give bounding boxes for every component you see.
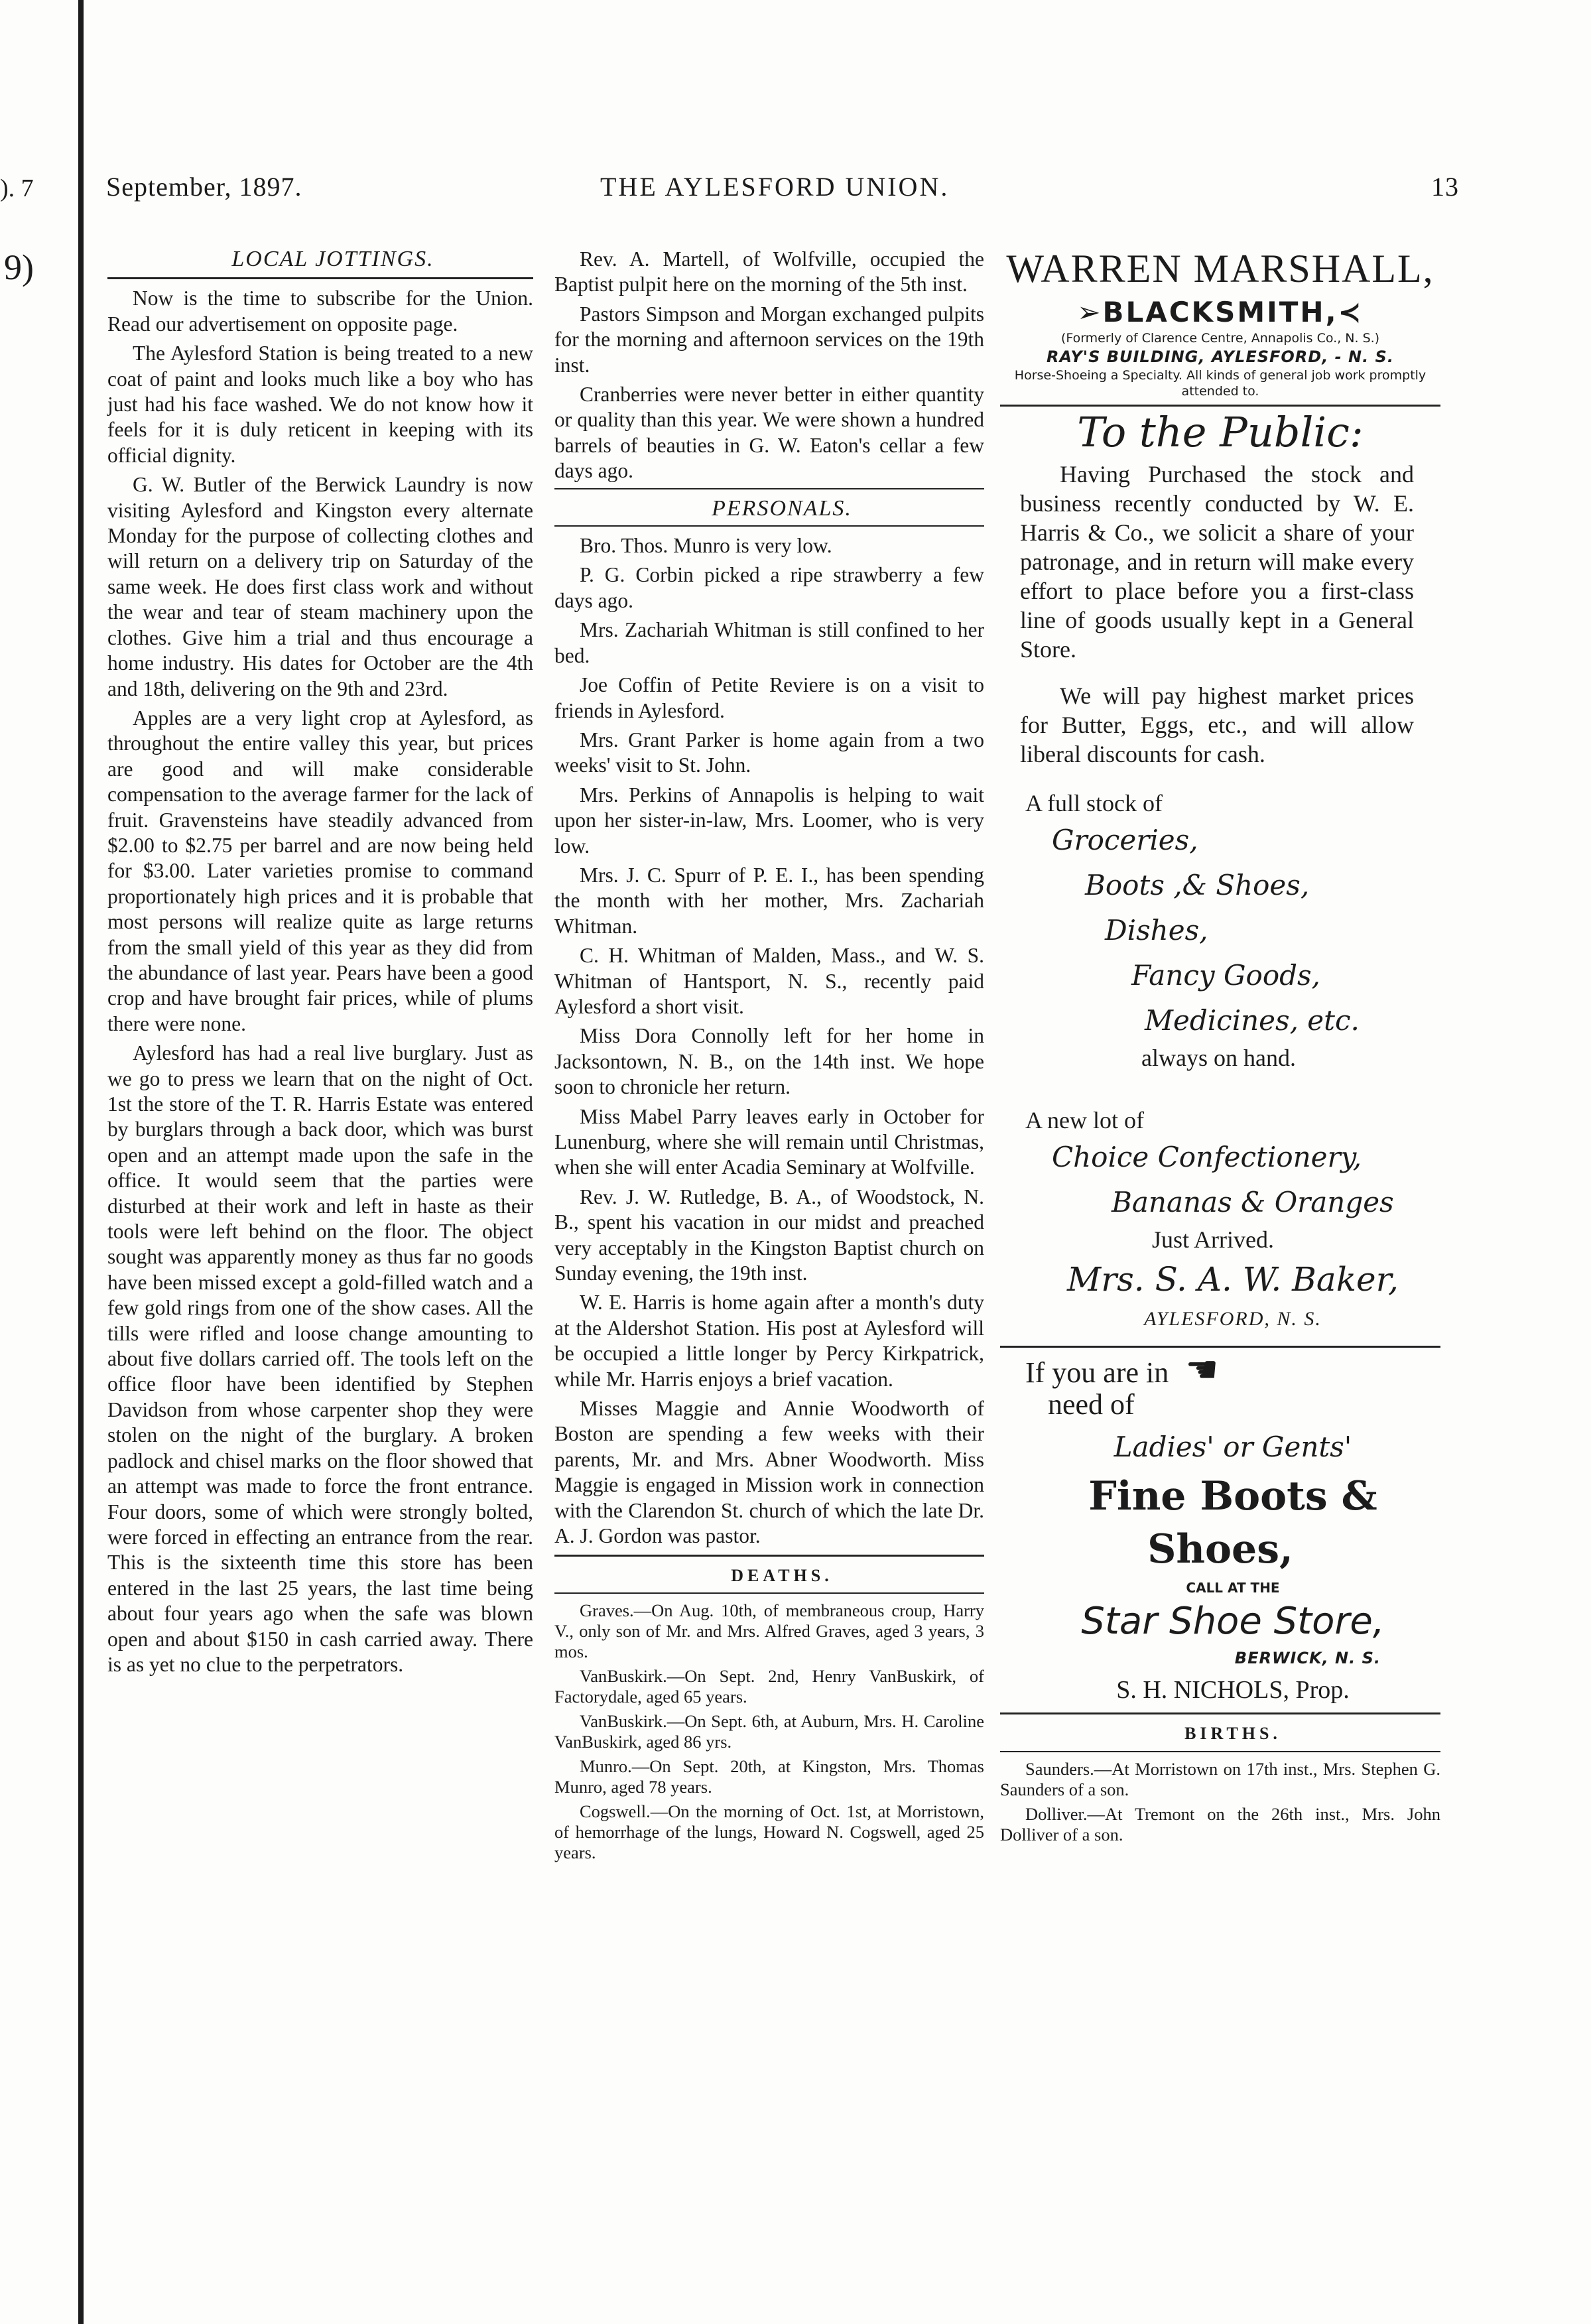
header-page-number: 13 <box>1431 172 1459 202</box>
ad-newlot-intro: A new lot of <box>1025 1107 1144 1134</box>
ad-blacksmith-trade: ➢BLACKSMITH,≺ <box>1077 296 1364 328</box>
personal-item: Bro. Thos. Munro is very low. <box>580 534 832 558</box>
ad-shoe-call: CALL AT THE <box>1186 1580 1280 1596</box>
ad-blacksmith <box>1000 247 1440 399</box>
section-title-local-jottings: LOCAL JOTTINGS. <box>231 247 434 271</box>
ad-stock-close: always on hand. <box>1141 1045 1296 1072</box>
birth-notice: Dolliver.—At Tremont on the 26th inst., Mrs. John Dolliver of a son. <box>1000 1803 1440 1844</box>
ad-shoe-prop: S. H. NICHOLS, Prop. <box>1116 1676 1350 1705</box>
ad-stock-intro: A full stock of <box>1025 790 1163 817</box>
death-notice: VanBuskirk.—On Sept. 6th, at Auburn, Mrs. H. Caroline VanBuskirk, aged 86 yrs. <box>554 1711 984 1752</box>
personal-item: W. E. Harris is home again after a month's duty at the Aldershot Station. His post at Aylesford will be occupied a little longer by Percy Kirkpatrick, while Mr. Harris enjoys a brief vacation. <box>554 1291 984 1391</box>
ad-newlot-close: Just Arrived. <box>1152 1226 1274 1254</box>
death-notice: Cogswell.—On the morning of Oct. 1st, at Morristown, of hemorrhage of the lungs, Howard N. Cogswell, aged 25 years. <box>554 1801 984 1862</box>
article-laundry: G. W. Butler of the Berwick Laundry is now visiting Aylesford and Kingston every alternate Monday for the purpose of collecting clothes and will return on a delivery trip on Saturday of the same week. He does first class work and without the wear and tear of steam machinery upon the clothes. Give him a trial and thus encourage a home industry. His dates for October are the 4th and 18th, delivering on the 9th and 23rd. <box>107 473 533 700</box>
ad-newlot-item: Bananas & Oranges <box>1112 1186 1394 1219</box>
ad-public-text: Having Purchased the stock and business recently conducted by W. E. Harris & Co., we solicit a share of your patronage, and in return will make every effort to place before you a first-class line of goods usually kept in a General Store. <box>1020 461 1414 663</box>
ad-shoe-place: BERWICK, N. S. <box>1234 1649 1381 1668</box>
ad-signature-place: AYLESFORD, N. S. <box>1144 1308 1322 1330</box>
ad-blacksmith-formerly: (Formerly of Clarence Centre, Annapolis Co., N. S.) <box>1060 331 1380 346</box>
column-advertisements <box>1000 247 1440 1849</box>
personal-item: Mrs. Zachariah Whitman is still confined to her bed. <box>554 618 984 667</box>
ad-stock-item: Fancy Goods, <box>1131 959 1320 992</box>
article-martell: Rev. A. Martell, of Wolfville, occupied the Baptist pulpit here on the morning of the 5th inst. <box>554 247 984 296</box>
ad-stock-item: Medicines, etc. <box>1145 1004 1360 1037</box>
article-apples: Apples are a very light crop at Aylesford, as throughout the entire valley this year, but prices are good and will make considerable compensation to the average farmer for the lack of fruit. Gravensteins have steadily advanced from $2.00 to $2.75 per barrel and are now being held for $3.00. Later varieties promise to command proportionately high prices and it is probable that most persons will realize quite as large returns from the small yield of this year as they did from the abundance of last year. Pears have been a good crop and have brought fair prices, while of plums there were none. <box>107 706 533 1035</box>
page-edge-mark: 9) <box>4 247 34 287</box>
divider <box>554 488 984 489</box>
personal-item: Rev. J. W. Rutledge, B. A., of Woodstock, N. B., spent his vacation in our midst and preached very acceptably in the Kingston Baptist church on Sunday evening, the 19th inst. <box>554 1185 984 1285</box>
death-notice: Graves.—On Aug. 10th, of membraneous croup, Harry V., only son of Mr. and Mrs. Alfred Graves, aged 3 years, 3 mos. <box>554 1600 984 1661</box>
personal-item: Joe Coffin of Petite Reviere is on a visit to friends in Aylesford. <box>554 673 984 722</box>
column-personals <box>554 247 984 1867</box>
section-title-deaths: DEATHS. <box>731 1565 833 1585</box>
section-title-births: BIRTHS. <box>1184 1724 1281 1744</box>
divider <box>1000 1751 1440 1752</box>
ad-signature: Mrs. S. A. W. Baker, <box>1067 1260 1399 1299</box>
personal-item: P. G. Corbin picked a ripe strawberry a few days ago. <box>554 563 984 612</box>
death-notice: VanBuskirk.—On Sept. 2nd, Henry VanBuskirk, of Factorydale, aged 65 years. <box>554 1665 984 1707</box>
pointing-hand-icon: ☚ <box>1185 1350 1219 1391</box>
ad-shoe-line2: need of <box>1048 1388 1135 1421</box>
page-edge-number: ). 7 <box>0 174 34 202</box>
ad-stock-item: Groceries, <box>1052 824 1198 857</box>
ad-shoe-store-name: Star Shoe Store, <box>1081 1600 1385 1644</box>
article-cranberries: Cranberries were never better in either quantity or quality than this year. We were shown a hundred barrels of beauties in G. W. Eaton's cellar a few days ago. <box>554 383 984 483</box>
ad-shoe-line1 <box>1000 1350 1440 1391</box>
personal-item: Mrs. J. C. Spurr of P. E. I., has been spending the month with her mother, Mrs. Zachariah Whitman. <box>554 863 984 938</box>
divider <box>1000 405 1440 407</box>
column-local-jottings <box>107 247 533 1681</box>
ad-public-prices: We will pay highest market prices for Butter, Eggs, etc., and will allow liberal discounts for cash. <box>1020 682 1414 768</box>
ad-newlot-item: Choice Confectionery, <box>1052 1141 1362 1174</box>
ad-shoe-line1-text: If you are in <box>1025 1356 1169 1389</box>
ad-blacksmith-address: RAY'S BUILDING, AYLESFORD, - N. S. <box>1047 348 1394 366</box>
personal-item: Mrs. Grant Parker is home again from a two weeks' visit to St. John. <box>554 728 984 777</box>
personal-item: Mrs. Perkins of Annapolis is helping to wait upon her sister-in-law, Mrs. Loomer, who is very low. <box>554 783 984 858</box>
article-pastors: Pastors Simpson and Morgan exchanged pulpits for the morning and afternoon services on the 19th inst. <box>554 302 984 377</box>
divider <box>1000 1712 1440 1714</box>
ad-shoe-fine: Fine Boots & Shoes, <box>1088 1473 1377 1573</box>
ad-general-store <box>1000 408 1440 1334</box>
header-date: September, 1897. <box>106 172 302 202</box>
divider <box>554 1592 984 1594</box>
ad-shoe-ladies: Ladies' or Gents' <box>1114 1431 1352 1464</box>
ad-blacksmith-note: Horse-Shoeing a Specialty. All kinds of general job work promptly attended to. <box>1014 368 1427 399</box>
divider <box>554 1555 984 1557</box>
article-burglary: Aylesford has had a real live burglary. Just as we go to press we learn that on the night of Oct. 1st the store of the T. R. Harris Estate was entered by burglars through a back door, which was burst open and an attempt made upon the safe in the office. It would seem that the parties were disturbed at their work and left in haste as their tools were left behind on the floor. The object sought was apparently money as thus far no goods have been missed except a gold-filled watch and a few gold rings from one of the show cases. All the tills were rifled and loose change amounting to about five dollars carried off. The tools left on the office floor have been identified by Stephen Davidson from whose carpenter shop they were stolen on the night of the burglary. A broken padlock and chisel marks on the floor showed that an attempt was made to force the front entrance. Four doors, some of which were strongly bolted, were forced in effecting an entrance from the rear. This is the sixteenth time this store has been entered in the last 25 years, the last time being about four years ago when the safe was blown open and about $150 in cash carried away. There is as yet no clue to the perpetrators. <box>107 1041 533 1676</box>
header-title: THE AYLESFORD UNION. <box>600 172 950 202</box>
ad-stock-item: Dishes, <box>1105 914 1208 947</box>
divider <box>1000 1346 1440 1348</box>
article-subscribe: Now is the time to subscribe for the Union. Read our advertisement on opposite page. <box>107 287 533 336</box>
personal-item: Miss Mabel Parry leaves early in October for Lunenburg, where she will remain until Christmas, when she will enter Acadia Seminary at Wolfville. <box>554 1104 984 1179</box>
article-station: The Aylesford Station is being treated to a new coat of paint and looks much like a boy who has just had his face washed. We do not know how it feels for it is duly reticent in keeping with its official dignity. <box>107 342 533 467</box>
section-title-personals: PERSONALS. <box>712 495 852 521</box>
ad-public-title: To the Public: <box>1077 408 1364 456</box>
ad-stock-item: Boots ,& Shoes, <box>1085 869 1310 902</box>
divider <box>107 277 533 279</box>
page-header <box>106 171 1459 211</box>
ad-shoe-store <box>1000 1350 1440 1707</box>
personal-item: C. H. Whitman of Malden, Mass., and W. S. Whitman of Hantsport, N. S., recently paid Aylesford a short visit. <box>554 944 984 1018</box>
birth-notice: Saunders.—At Morristown on 17th inst., Mrs. Stephen G. Saunders of a son. <box>1000 1758 1440 1799</box>
ad-blacksmith-name: WARREN MARSHALL, <box>1006 247 1434 290</box>
death-notice: Munro.—On Sept. 20th, at Kingston, Mrs. Thomas Munro, aged 78 years. <box>554 1756 984 1797</box>
personal-item: Miss Dora Connolly left for her home in Jacksontown, N. B., on the 14th inst. We hope soon to chronicle her return. <box>554 1024 984 1099</box>
binding-rule <box>78 0 84 2324</box>
divider <box>554 525 984 527</box>
personal-item: Misses Maggie and Annie Woodworth of Boston are spending a few weeks with their parents, Mr. and Mrs. Abner Woodworth. Miss Maggie is engaged in Mission work in connection with the Clarendon St. church of which the late Dr. A. J. Gordon was pastor. <box>554 1397 984 1548</box>
